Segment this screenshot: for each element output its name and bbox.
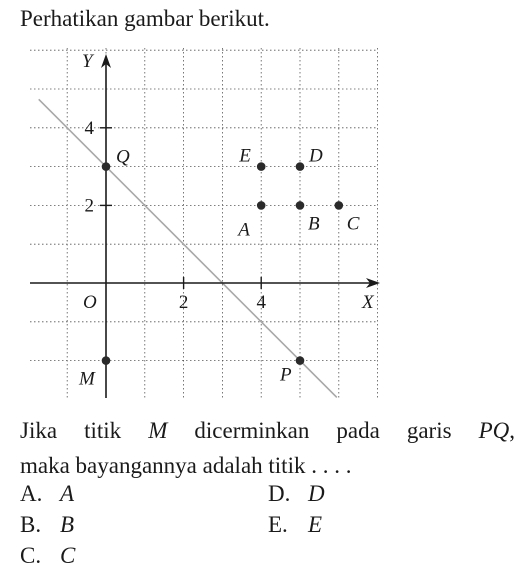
point-label-p: P <box>280 364 292 386</box>
y-axis-label: Y <box>82 51 93 72</box>
option-e[interactable]: E. E <box>268 512 323 537</box>
x-axis-label: X <box>362 292 374 313</box>
option-d[interactable]: D. D <box>268 481 325 506</box>
point-m-ref: M <box>148 418 168 443</box>
point-c <box>335 201 344 210</box>
x-tick-label: 4 <box>256 292 266 313</box>
point-p <box>296 356 305 365</box>
line-pq <box>39 99 337 397</box>
point-label-a: A <box>238 219 250 241</box>
point-label-q: Q <box>116 146 130 168</box>
origin-label: O <box>83 292 97 313</box>
axis-ticks <box>82 51 375 313</box>
point-label-d: D <box>309 145 323 167</box>
option-c[interactable]: C. C <box>20 543 76 568</box>
axes <box>30 54 380 398</box>
y-tick-label: 2 <box>84 195 94 217</box>
points <box>78 146 360 390</box>
point-q <box>102 162 111 171</box>
point-label-c: C <box>346 213 360 235</box>
point-label-e: E <box>239 145 251 167</box>
point-a <box>257 201 266 210</box>
point-b <box>296 201 305 210</box>
option-a[interactable]: A. A <box>20 481 75 506</box>
point-label-b: B <box>308 213 320 235</box>
line-pq-ref: PQ <box>478 418 510 443</box>
question-text: Jika titik M dicerminkan pada garis PQ, maka bayangannya adalah titik . . . . <box>20 418 515 478</box>
grid-lines <box>30 48 378 398</box>
point-m <box>102 356 111 365</box>
intro-text: Perhatikan gambar berikut. <box>20 6 270 31</box>
point-d <box>296 162 305 171</box>
x-tick-label: 2 <box>178 292 189 313</box>
y-tick-label: 4 <box>84 117 94 139</box>
point-label-m: M <box>79 368 95 390</box>
point-e <box>257 162 266 171</box>
option-b[interactable]: B. B <box>20 512 75 537</box>
